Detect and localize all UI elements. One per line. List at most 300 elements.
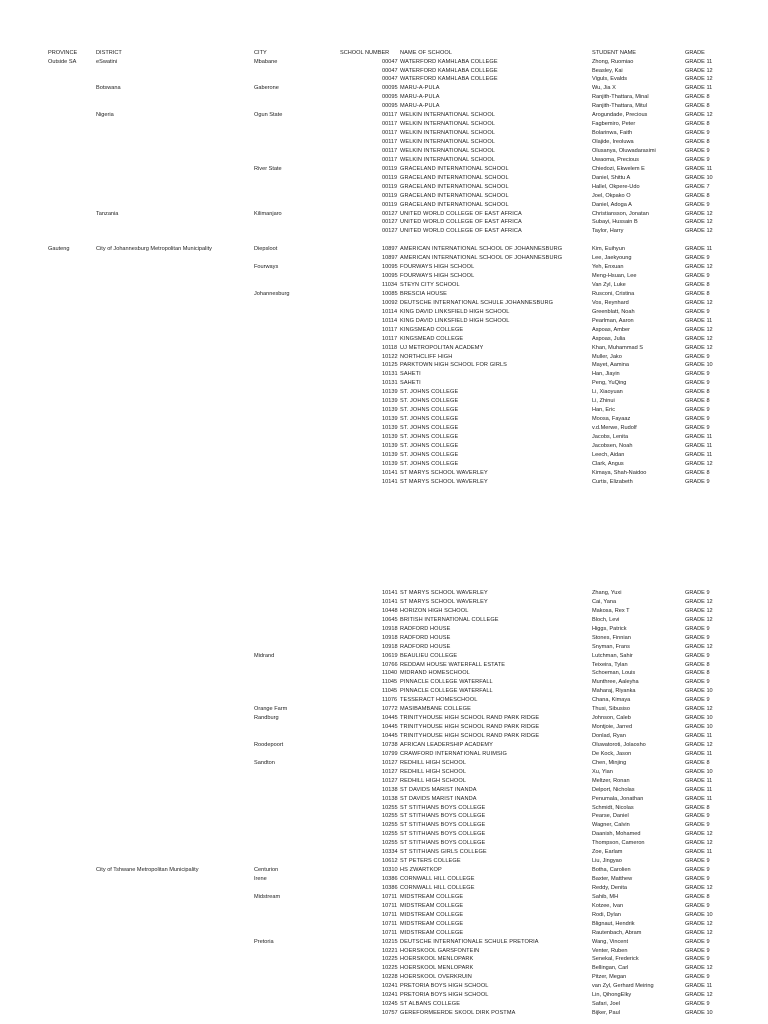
table-row — [0, 245, 768, 254]
school-name-cell: ST ALBANS COLLEGE — [400, 1001, 461, 1008]
school-name-cell: REDHILL HIGH SCHOOL — [400, 759, 467, 766]
school-number-cell: 10125 — [382, 362, 398, 369]
school-name-cell: UNITED WORLD COLLEGE OF EAST AFRICA — [400, 219, 522, 226]
school-number-cell: 10255 — [382, 813, 398, 820]
table-row — [0, 344, 768, 353]
table-row — [0, 75, 768, 84]
school-number-cell: 10918 — [382, 634, 398, 641]
table-row — [0, 991, 768, 1000]
student-name-cell: Lin, QihongElky — [592, 992, 632, 999]
table-row — [0, 723, 768, 732]
school-name-cell: KINGSMEAD COLLEGE — [400, 335, 464, 342]
table-row — [0, 687, 768, 696]
table-header — [0, 49, 768, 58]
school-number-cell: 10122 — [382, 353, 398, 360]
city-cell: Mbabane — [254, 58, 278, 65]
grade-cell: GRADE 8 — [685, 398, 710, 405]
school-name-cell: WELKIN INTERNATIONAL SCHOOL — [400, 147, 496, 154]
table-row — [0, 759, 768, 768]
school-number-cell: 10619 — [382, 652, 398, 659]
school-name-cell: UJ METROPOLITAN ACADEMY — [400, 344, 484, 351]
school-number-cell: 10095 — [382, 273, 398, 280]
school-name-cell: KING DAVID LINKSFIELD HIGH SCHOOL — [400, 317, 510, 324]
school-name-cell: HOERSKOOL MENLOPARK — [400, 965, 474, 972]
student-name-cell: Schmidt, Nicolas — [592, 804, 634, 811]
school-number-cell: 10085 — [382, 290, 398, 297]
grade-cell: GRADE 12 — [685, 831, 713, 838]
school-name-cell: MIDRAND HOMESCHOOL — [400, 670, 470, 677]
school-name-cell: GRACELAND INTERNATIONAL SCHOOL — [400, 183, 509, 190]
table-row — [0, 174, 768, 183]
city-cell: Fourways — [254, 264, 279, 271]
school-name-cell: ST. JOHNS COLLEGE — [400, 389, 459, 396]
grade-cell: GRADE 11 — [685, 85, 713, 92]
school-name-cell: KINGSMEAD COLLEGE — [400, 326, 464, 333]
student-name-cell: Bijker, Paul — [592, 1010, 620, 1017]
student-name-cell: Jacobsen, Noah — [592, 442, 633, 449]
school-name-cell: REDHILL HIGH SCHOOL — [400, 768, 467, 775]
student-name-cell: Jacobs, Lenita — [592, 433, 629, 440]
school-name-cell: WATERFORD KAMHLABA COLLEGE — [400, 76, 498, 83]
school-name-cell: WELKIN INTERNATIONAL SCHOOL — [400, 139, 496, 146]
table-row — [0, 388, 768, 397]
school-name-cell: ST. JOHNS COLLEGE — [400, 398, 459, 405]
student-name-cell: De Kock, Jason — [592, 750, 632, 757]
table-row — [0, 147, 768, 156]
student-name-cell: v.d.Merwe, Rudolf — [592, 425, 637, 432]
school-number-cell: 00119 — [382, 174, 398, 181]
school-number-cell: 00047 — [382, 58, 398, 65]
table-row — [0, 705, 768, 714]
grade-cell: GRADE 9 — [685, 416, 710, 423]
table-row — [0, 661, 768, 670]
grade-cell: GRADE 12 — [685, 219, 713, 226]
grade-cell: GRADE 8 — [685, 103, 710, 110]
grade-cell: GRADE 10 — [685, 362, 713, 369]
table-row — [0, 947, 768, 956]
city-cell: Midrand — [254, 652, 275, 659]
school-number-cell: 11076 — [382, 697, 398, 704]
school-number-cell: 00127 — [382, 228, 398, 235]
student-name-cell: Leech, Aidan — [592, 451, 625, 458]
school-name-cell: RADFORD HOUSE — [400, 634, 451, 641]
student-name-cell: Kim, Euihyun — [592, 246, 625, 253]
student-name-cell: Joel, Okpako O — [592, 192, 631, 199]
grade-cell: GRADE 9 — [685, 147, 710, 154]
school-name-cell: HOERSKOOL GARSFONTEIN — [400, 947, 480, 954]
table-row — [0, 67, 768, 76]
grade-cell: GRADE 9 — [685, 938, 710, 945]
school-name-cell: WELKIN INTERNATIONAL SCHOOL — [400, 130, 496, 137]
school-name-cell: TESSERACT HOMESCHOOL — [400, 697, 478, 704]
school-name-cell: ST STITHIANS BOYS COLLEGE — [400, 822, 486, 829]
school-name-cell: SAHETI — [400, 371, 421, 378]
grade-cell: GRADE 9 — [685, 371, 710, 378]
district-cell: Tanzania — [96, 210, 119, 217]
grade-cell: GRADE 11 — [685, 442, 713, 449]
school-number-cell: 00117 — [382, 112, 398, 119]
school-name-cell: SAHETI — [400, 380, 421, 387]
student-name-cell: Taylor, Harry — [592, 228, 624, 235]
school-name-cell: BEAULIEU COLLEGE — [400, 652, 458, 659]
student-name-cell: Stones, Finnian — [592, 634, 631, 641]
student-name-cell: Daanish, Mohamed — [592, 831, 641, 838]
table-row — [0, 643, 768, 652]
school-number-cell: 10141 — [382, 598, 398, 605]
table-row — [0, 156, 768, 165]
table-row — [0, 669, 768, 678]
grade-cell: GRADE 8 — [685, 389, 710, 396]
table-row — [0, 875, 768, 884]
grade-cell: GRADE 12 — [685, 210, 713, 217]
school-name-cell: ST STITHIANS BOYS COLLEGE — [400, 804, 486, 811]
student-name-cell: Aspoas, Amber — [592, 326, 630, 333]
school-number-cell: 10139 — [382, 416, 398, 423]
school-name-cell: PRETORIA BOYS HIGH SCHOOL — [400, 983, 489, 990]
grade-cell: GRADE 9 — [685, 652, 710, 659]
table-row — [0, 955, 768, 964]
school-name-cell: GRACELAND INTERNATIONAL SCHOOL — [400, 174, 509, 181]
student-name-cell: Wagner, Calvin — [592, 822, 630, 829]
province-cell: Outside SA — [48, 58, 77, 65]
school-name-cell: ST MARYS SCHOOL WAVERLEY — [400, 469, 488, 476]
school-name-cell: WELKIN INTERNATIONAL SCHOOL — [400, 121, 496, 128]
school-number-cell: 10131 — [382, 371, 398, 378]
table-row — [0, 848, 768, 857]
grade-cell: GRADE 8 — [685, 469, 710, 476]
school-number-cell: 00119 — [382, 192, 398, 199]
city-cell: Centurion — [254, 867, 279, 874]
school-number-cell: 10139 — [382, 433, 398, 440]
school-number-cell: 10245 — [382, 1001, 398, 1008]
student-name-cell: Thompson, Cameron — [592, 840, 645, 847]
table-row — [0, 938, 768, 947]
table-row — [0, 839, 768, 848]
grade-cell: GRADE 9 — [685, 876, 710, 882]
grade-cell: GRADE 11 — [685, 750, 713, 757]
student-name-cell: Munthree, Aaleyha — [592, 679, 639, 686]
student-name-cell: Meng-Hsuan, Lee — [592, 273, 637, 280]
table-row — [0, 281, 768, 290]
school-name-cell: WATERFORD KAMHLABA COLLEGE — [400, 58, 498, 65]
school-number-cell: 10255 — [382, 831, 398, 838]
grade-cell: GRADE 9 — [685, 902, 710, 909]
table-row — [0, 652, 768, 661]
grade-cell: GRADE 10 — [685, 715, 713, 722]
grade-cell: GRADE 11 — [685, 317, 713, 324]
grade-cell: GRADE 9 — [685, 407, 710, 414]
grade-cell: GRADE 8 — [685, 121, 710, 128]
header-student-name: STUDENT NAME — [592, 50, 637, 56]
school-number-cell: 10131 — [382, 380, 398, 387]
table-row — [0, 920, 768, 929]
header-school-number: SCHOOL NUMBER — [340, 50, 390, 56]
city-cell: Irene — [254, 876, 267, 882]
table-row — [0, 379, 768, 388]
student-name-cell: Chiedozi, Ekwelem E — [592, 165, 645, 172]
school-number-cell: 10310 — [382, 867, 398, 874]
table-row — [0, 902, 768, 911]
grade-cell: GRADE 9 — [685, 590, 710, 596]
province-cell: Gauteng — [48, 246, 70, 253]
school-name-cell: MIDSTREAM COLLEGE — [400, 911, 464, 918]
header-city: CITY — [254, 50, 267, 56]
student-name-cell: Reddy, Denita — [592, 884, 628, 891]
school-name-cell: PINNACLE COLLEGE WATERFALL — [400, 679, 493, 686]
school-name-cell: KING DAVID LINKSFIELD HIGH SCHOOL — [400, 308, 510, 315]
school-number-cell: 10127 — [382, 759, 398, 766]
school-name-cell: MARU-A-PULA — [400, 103, 440, 110]
table-row — [0, 120, 768, 129]
grade-cell: GRADE 9 — [685, 425, 710, 432]
school-number-cell: 10221 — [382, 947, 398, 954]
table-row — [0, 786, 768, 795]
school-number-cell: 10141 — [382, 469, 398, 476]
student-name-cell: Pearlman, Aaron — [592, 317, 634, 324]
table-body-2 — [0, 589, 768, 1018]
student-name-cell: Johnson, Caleb — [592, 715, 631, 722]
school-name-cell: ST STITHIANS BOYS COLLEGE — [400, 831, 486, 838]
school-number-cell: 00047 — [382, 76, 398, 83]
school-name-cell: ST PETERS COLLEGE — [400, 858, 461, 865]
school-number-cell: 10918 — [382, 643, 398, 650]
table-row — [0, 964, 768, 973]
school-name-cell: AMERICAN INTERNATIONAL SCHOOL OF JOHANNESBURG — [400, 246, 563, 253]
school-name-cell: MARU-A-PULA — [400, 94, 440, 101]
student-name-cell: Van Zyl, Luke — [592, 282, 626, 289]
grade-cell: GRADE 9 — [685, 947, 710, 954]
school-number-cell: 10445 — [382, 724, 398, 731]
grade-cell: GRADE 12 — [685, 992, 713, 999]
table-row — [0, 263, 768, 272]
city-cell: Randburg — [254, 715, 279, 722]
grade-cell: GRADE 7 — [685, 183, 710, 190]
school-number-cell: 10225 — [382, 956, 398, 963]
school-number-cell: 10711 — [382, 929, 398, 936]
grade-cell: GRADE 12 — [685, 344, 713, 351]
school-name-cell: MIDSTREAM COLLEGE — [400, 929, 464, 936]
school-number-cell: 00095 — [382, 94, 398, 101]
grade-cell: GRADE 9 — [685, 634, 710, 641]
school-number-cell: 10711 — [382, 920, 398, 927]
student-name-cell: Hallel, Okpere-Udo — [592, 183, 640, 190]
school-name-cell: WELKIN INTERNATIONAL SCHOOL — [400, 156, 496, 163]
student-name-cell: Ranjith-Thattara, Minal — [592, 94, 649, 101]
header-school-name: NAME OF SCHOOL — [400, 50, 453, 56]
student-name-cell: Snyman, Frans — [592, 643, 630, 650]
school-number-cell: 10138 — [382, 786, 398, 793]
school-name-cell: ST. JOHNS COLLEGE — [400, 442, 459, 449]
grade-cell: GRADE 12 — [685, 929, 713, 936]
grade-cell: GRADE 9 — [685, 380, 710, 387]
table-row — [0, 884, 768, 893]
table-row — [0, 227, 768, 236]
school-number-cell: 10757 — [382, 1010, 398, 1017]
table-row — [0, 326, 768, 335]
table-row — [0, 607, 768, 616]
table-row — [0, 433, 768, 442]
student-name-cell: Oluwatoroti, Jolaosho — [592, 741, 646, 748]
school-number-cell: 10711 — [382, 902, 398, 909]
city-cell: Gaberone — [254, 85, 279, 92]
student-name-cell: Botha, Carolien — [592, 867, 631, 874]
grade-cell: GRADE 9 — [685, 1001, 710, 1008]
grade-cell: GRADE 9 — [685, 255, 710, 262]
table-row — [0, 750, 768, 759]
school-name-cell: MIDSTREAM COLLEGE — [400, 920, 464, 927]
school-number-cell: 10139 — [382, 460, 398, 467]
table-row — [0, 625, 768, 634]
city-cell: Ogun State — [254, 112, 283, 119]
grade-cell: GRADE 10 — [685, 1010, 713, 1017]
school-number-cell: 10386 — [382, 884, 398, 891]
school-number-cell: 10897 — [382, 255, 398, 262]
school-name-cell: UNITED WORLD COLLEGE OF EAST AFRICA — [400, 228, 522, 235]
table-row — [0, 218, 768, 227]
student-name-cell: Vos, Reynhard — [592, 299, 629, 306]
school-number-cell: 10255 — [382, 804, 398, 811]
school-name-cell: BRITISH INTERNATIONAL COLLEGE — [400, 616, 499, 623]
grade-cell: GRADE 12 — [685, 840, 713, 847]
table-row — [0, 272, 768, 281]
school-name-cell: DEUTSCHE INTERNATIONALE SCHULE PRETORIA — [400, 938, 539, 945]
student-name-cell: Teixeira, Tylan — [592, 661, 628, 668]
school-name-cell: MIDSTREAM COLLEGE — [400, 902, 464, 909]
school-name-cell: ST. JOHNS COLLEGE — [400, 451, 459, 458]
student-name-cell: Yeh, Enxuan — [592, 264, 624, 271]
school-name-cell: GRACELAND INTERNATIONAL SCHOOL — [400, 201, 509, 208]
table-row — [0, 201, 768, 210]
table-row — [0, 308, 768, 317]
school-number-cell: 00117 — [382, 147, 398, 154]
table-row — [0, 138, 768, 147]
school-name-cell: RADFORD HOUSE — [400, 643, 451, 650]
table-row — [0, 183, 768, 192]
school-name-cell: DEUTSCHE INTERNATIONAL SCHULE JOHANNESBURG — [400, 299, 554, 306]
school-name-cell: AFRICAN LEADERSHIP ACADEMY — [400, 741, 493, 748]
grade-cell: GRADE 10 — [685, 688, 713, 695]
student-name-cell: Liu, Jingyao — [592, 858, 622, 865]
grade-cell: GRADE 11 — [685, 246, 713, 253]
spacer-row — [0, 236, 768, 245]
school-name-cell: ST. JOHNS COLLEGE — [400, 425, 459, 432]
table-row — [0, 165, 768, 174]
school-number-cell: 10114 — [382, 308, 398, 315]
student-name-cell: Thusi, Sibusiso — [592, 706, 630, 713]
grade-cell: GRADE 12 — [685, 76, 713, 83]
school-name-cell: HS ZWARTKOP — [400, 867, 442, 874]
city-cell: Johannesburg — [254, 290, 290, 297]
school-name-cell: GRACELAND INTERNATIONAL SCHOOL — [400, 192, 509, 199]
student-name-cell: Meltzer, Ronan — [592, 777, 630, 784]
student-name-cell: Wu, Jia X — [592, 85, 616, 92]
school-name-cell: HORIZON HIGH SCHOOL — [400, 607, 469, 614]
school-number-cell: 10139 — [382, 398, 398, 405]
student-name-cell: Chana, Kimaya — [592, 697, 631, 704]
student-name-cell: Beasley, Kai — [592, 67, 623, 74]
student-name-cell: Pearse, Daniel — [592, 813, 629, 820]
grade-cell: GRADE 11 — [685, 983, 713, 990]
grade-cell: GRADE 11 — [685, 733, 713, 739]
table-row — [0, 589, 768, 598]
grade-cell: GRADE 8 — [685, 804, 710, 811]
student-name-cell: Han, Eric — [592, 407, 616, 414]
grade-cell: GRADE 9 — [685, 697, 710, 704]
student-name-cell: Subayi, Hussain B — [592, 219, 638, 226]
grade-cell: GRADE 8 — [685, 94, 710, 101]
school-number-cell: 10386 — [382, 876, 398, 882]
grade-cell: GRADE 11 — [685, 433, 713, 440]
student-name-cell: Schoeman, Louis — [592, 670, 636, 677]
student-name-cell: Rodi, Dylan — [592, 911, 621, 918]
grade-cell: GRADE 9 — [685, 813, 710, 820]
school-name-cell: ST MARYS SCHOOL WAVERLEY — [400, 478, 488, 485]
school-name-cell: ST STITHIANS BOYS COLLEGE — [400, 840, 486, 847]
student-name-cell: Pitzer, Megan — [592, 974, 627, 981]
table-row — [0, 335, 768, 344]
school-name-cell: ST MARYS SCHOOL WAVERLEY — [400, 598, 488, 605]
student-name-cell: Wang, Vincent — [592, 938, 629, 945]
table-row — [0, 93, 768, 102]
table-row — [0, 129, 768, 138]
school-number-cell: 10255 — [382, 840, 398, 847]
grade-cell: GRADE 8 — [685, 282, 710, 289]
grade-cell: GRADE 8 — [685, 661, 710, 668]
table-row — [0, 317, 768, 326]
school-name-cell: FOURWAYS HIGH SCHOOL — [400, 273, 475, 280]
student-name-cell: van Zyl, Gerhard Meiring — [592, 983, 654, 990]
student-name-cell: Daniel, Shittu A — [592, 174, 631, 181]
school-number-cell: 10095 — [382, 264, 398, 271]
student-name-cell: Zoe, Earlam — [592, 849, 623, 856]
table-row — [0, 982, 768, 991]
table-row — [0, 634, 768, 643]
table-row — [0, 795, 768, 804]
grade-cell: GRADE 11 — [685, 849, 713, 856]
table-row — [0, 102, 768, 111]
table-row — [0, 361, 768, 370]
school-number-cell: 00047 — [382, 67, 398, 74]
table-row — [0, 84, 768, 93]
school-name-cell: BRESCIA HOUSE — [400, 290, 447, 297]
table-row — [0, 973, 768, 982]
grade-cell: GRADE 11 — [685, 795, 713, 802]
student-name-cell: Zhang, Yuxi — [592, 590, 622, 596]
school-name-cell: RADFORD HOUSE — [400, 625, 451, 632]
school-name-cell: CORNWALL HILL COLLEGE — [400, 884, 475, 891]
school-name-cell: STEYN CITY SCHOOL — [400, 282, 460, 289]
student-name-cell: Venter, Ruben — [592, 947, 628, 954]
school-number-cell: 11045 — [382, 679, 398, 686]
grade-cell: GRADE 9 — [685, 679, 710, 686]
city-cell: Kilimanjaro — [254, 210, 282, 217]
school-number-cell: 10445 — [382, 715, 398, 722]
student-name-cell: Fagbemiro, Peter — [592, 121, 636, 128]
school-name-cell: AMERICAN INTERNATIONAL SCHOOL OF JOHANNESBURG — [400, 255, 563, 262]
table-row — [0, 678, 768, 687]
grade-cell: GRADE 8 — [685, 670, 710, 677]
student-name-cell: Khan, Muhammad S — [592, 344, 643, 351]
student-name-cell: Arogundade, Precious — [592, 112, 648, 119]
table-row — [0, 929, 768, 938]
student-name-cell: Bellingan, Carl — [592, 965, 629, 972]
grade-cell: GRADE 9 — [685, 130, 710, 137]
student-name-cell: Chen, Minjing — [592, 759, 627, 766]
table-row — [0, 406, 768, 415]
school-name-cell: WELKIN INTERNATIONAL SCHOOL — [400, 112, 496, 119]
school-name-cell: WATERFORD KAMHLABA COLLEGE — [400, 67, 498, 74]
school-name-cell: HOERSKOOL MENLOPARK — [400, 956, 474, 963]
